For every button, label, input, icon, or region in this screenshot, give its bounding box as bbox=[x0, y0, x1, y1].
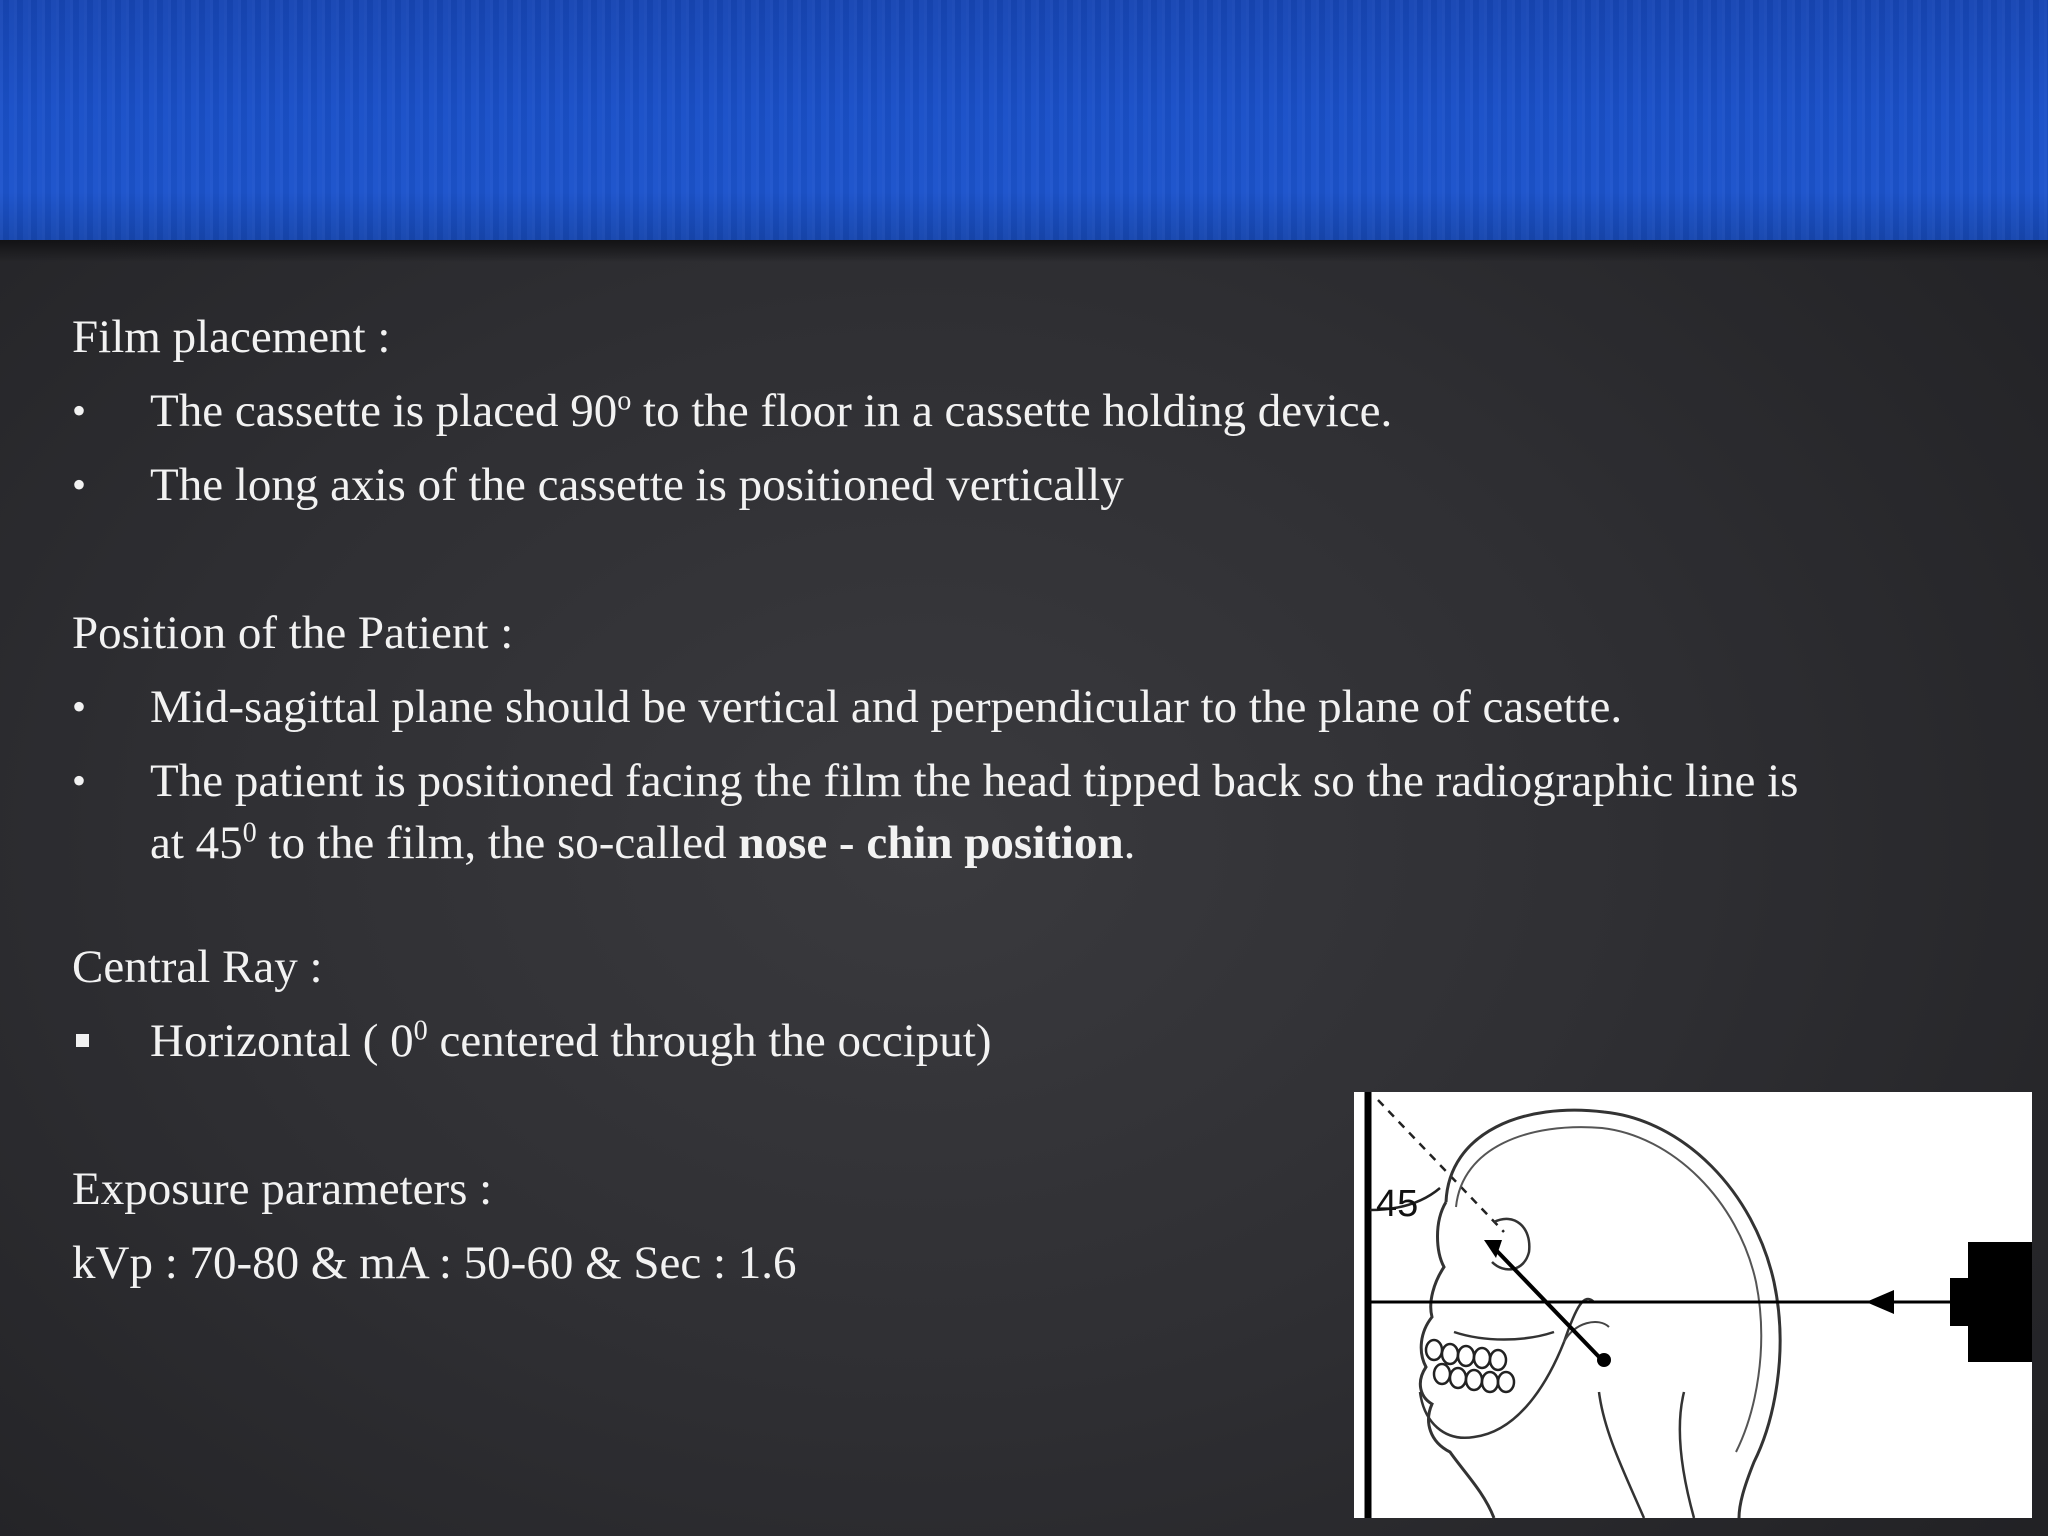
central-ray-heading: Central Ray : bbox=[72, 941, 323, 993]
bullet-text: Mid-sagittal plane should be vertical and perpendicular to the plane of casette. bbox=[150, 681, 1623, 733]
radiographic-line bbox=[1496, 1250, 1602, 1360]
angle-label: 45 bbox=[1376, 1183, 1419, 1225]
banner-shadow bbox=[0, 240, 2048, 262]
inner-cranium-outline bbox=[1456, 1127, 1761, 1452]
xray-tube bbox=[1968, 1242, 2032, 1362]
bullet-icon: • bbox=[72, 388, 87, 433]
header-banner bbox=[0, 0, 2048, 240]
bullet-text: Horizontal ( $0^0$ centered through the occiput) bbox=[150, 1015, 992, 1067]
bullet-text: The cassette is placed 90$^o$ to the floor in a cassette holding device. bbox=[150, 385, 1393, 437]
tube-port bbox=[1950, 1278, 1970, 1326]
bullet-text: The patient is positioned facing the film the head tipped back so the radiographic line is at $45^0$ to the film, the so-called nose - chin position. bbox=[150, 755, 1799, 869]
maxilla bbox=[1454, 1332, 1554, 1340]
mandible bbox=[1420, 1299, 1594, 1438]
skull-diagram bbox=[1354, 1092, 2032, 1518]
neck-back-outline bbox=[1680, 1392, 1694, 1518]
bullet-icon: • bbox=[72, 462, 87, 507]
bullet-icon: • bbox=[72, 684, 87, 729]
square-bullet-icon bbox=[72, 1004, 150, 1078]
exposure-values: kVp : 70-80 & mA : 50-60 & Sec : 1.6 bbox=[72, 1237, 797, 1289]
bullet-text: The long axis of the cassette is positioned vertically bbox=[150, 459, 1124, 511]
list-item bbox=[72, 448, 1972, 522]
neck-outline bbox=[1599, 1392, 1644, 1518]
film-placement-heading: Film placement : bbox=[72, 311, 391, 363]
ear-marker bbox=[1597, 1353, 1611, 1367]
skull-positioning-figure bbox=[1354, 1092, 2032, 1518]
exposure-heading: Exposure parameters : bbox=[72, 1163, 493, 1215]
teeth bbox=[1426, 1340, 1514, 1392]
list-item bbox=[72, 1004, 1972, 1078]
list-item bbox=[72, 670, 1972, 744]
nose-chin-position-term: nose - chin position bbox=[738, 817, 1124, 869]
central-ray-arrow bbox=[1866, 1290, 1894, 1314]
patient-position-heading: Position of the Patient : bbox=[72, 607, 514, 659]
cranium-outline bbox=[1446, 1110, 1780, 1518]
bullet-icon: • bbox=[72, 758, 87, 803]
list-item bbox=[72, 374, 1972, 448]
list-item bbox=[72, 744, 1972, 874]
